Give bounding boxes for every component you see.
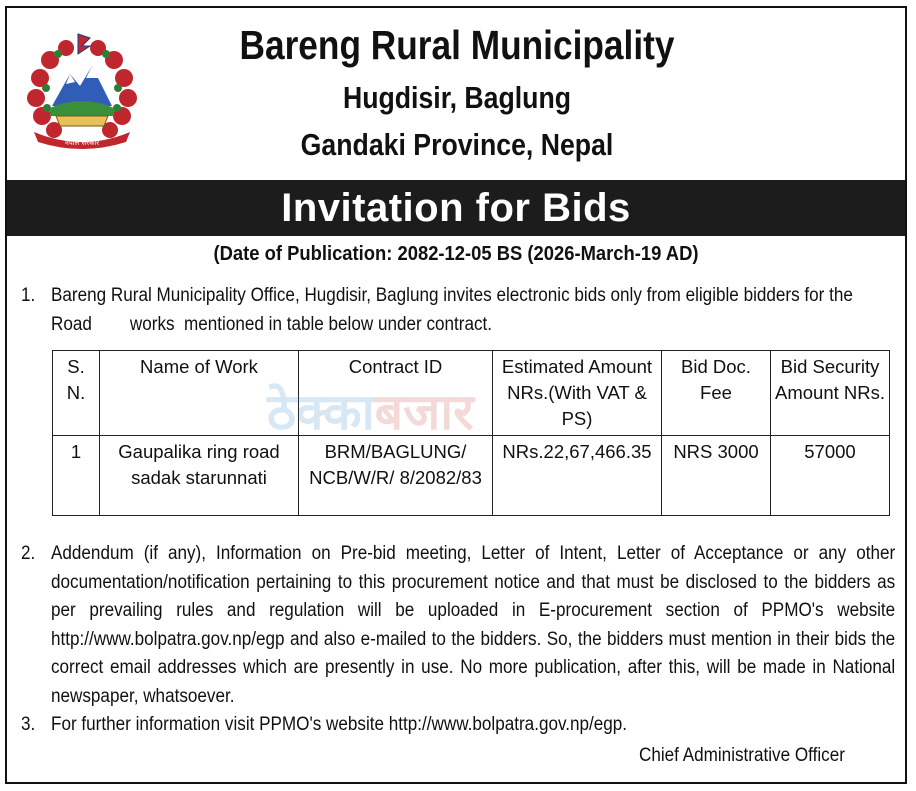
notice-item-2: Addendum (if any), Information on Pre-bid meeting, Letter of Intent, Letter of Acceptance or any other documentation/notification pertaining to this procurement notice and that must be disclosed to the bidders as per prevailing rules and regulation will be uploaded in E-procurement section of PPMO's website http://www.bolpatra.gov.np/egp and also e-mailed to the bidders. So, the bidders must mention in their bids the correct email addresses which are presently in use. No more publication, after this, will be made in National newspaper, whatsoever. xyxy=(51,543,896,707)
cell-fee: NRS 3000 xyxy=(662,436,771,516)
col-header-amount: Estimated Amount NRs.(With VAT & PS) xyxy=(493,351,662,436)
col-header-contract: Contract ID xyxy=(299,351,493,436)
item-number: 2. xyxy=(21,543,36,564)
col-header-security: Bid Security Amount NRs. xyxy=(771,351,890,436)
watermark-part1: ठेक्का xyxy=(267,384,375,440)
org-province: Gandaki Province, Nepal xyxy=(300,127,614,162)
item-number: 3. xyxy=(21,714,36,735)
table-header-row xyxy=(53,351,890,436)
cell-work: Gaupalika ring road sadak starunnati xyxy=(100,436,299,516)
col-header-fee: Bid Doc. Fee xyxy=(662,351,771,436)
cell-sn: 1 xyxy=(53,436,100,516)
signature-title: Chief Administrative Officer xyxy=(639,745,845,766)
svg-text:नेपाल सरकार: नेपाल सरकार xyxy=(64,139,100,147)
notice-frame xyxy=(5,6,907,784)
publication-date: (Date of Publication: 2082-12-05 BS (2026-March-19 AD) xyxy=(213,243,699,265)
nepal-government-emblem-icon xyxy=(20,28,144,152)
notice-item-1: Bareng Rural Municipality Office, Hugdisir, Baglung invites electronic bids only from eligible bidders for the Road works mentioned in table below under contract. xyxy=(51,285,853,335)
col-header-sn: S. N. xyxy=(53,351,100,436)
cell-contract: BRM/BAGLUNG/ NCB/W/R/ 8/2082/83 xyxy=(299,436,493,516)
org-location: Hugdisir, Baglung xyxy=(342,80,572,115)
header xyxy=(7,8,905,180)
cell-security: 57000 xyxy=(771,436,890,516)
notice-item-3: For further information visit PPMO's website http://www.bolpatra.gov.np/egp. xyxy=(51,714,628,735)
item-number: 1. xyxy=(21,285,36,306)
table-row xyxy=(53,436,890,516)
org-name: Bareng Rural Municipality xyxy=(239,22,675,68)
col-header-work: Name of Work xyxy=(100,351,299,436)
notice-title-banner: Invitation for Bids xyxy=(7,180,905,236)
bid-table xyxy=(52,350,890,516)
cell-amount: NRs.22,67,466.35 xyxy=(493,436,662,516)
watermark-part2: बजार xyxy=(374,384,474,440)
